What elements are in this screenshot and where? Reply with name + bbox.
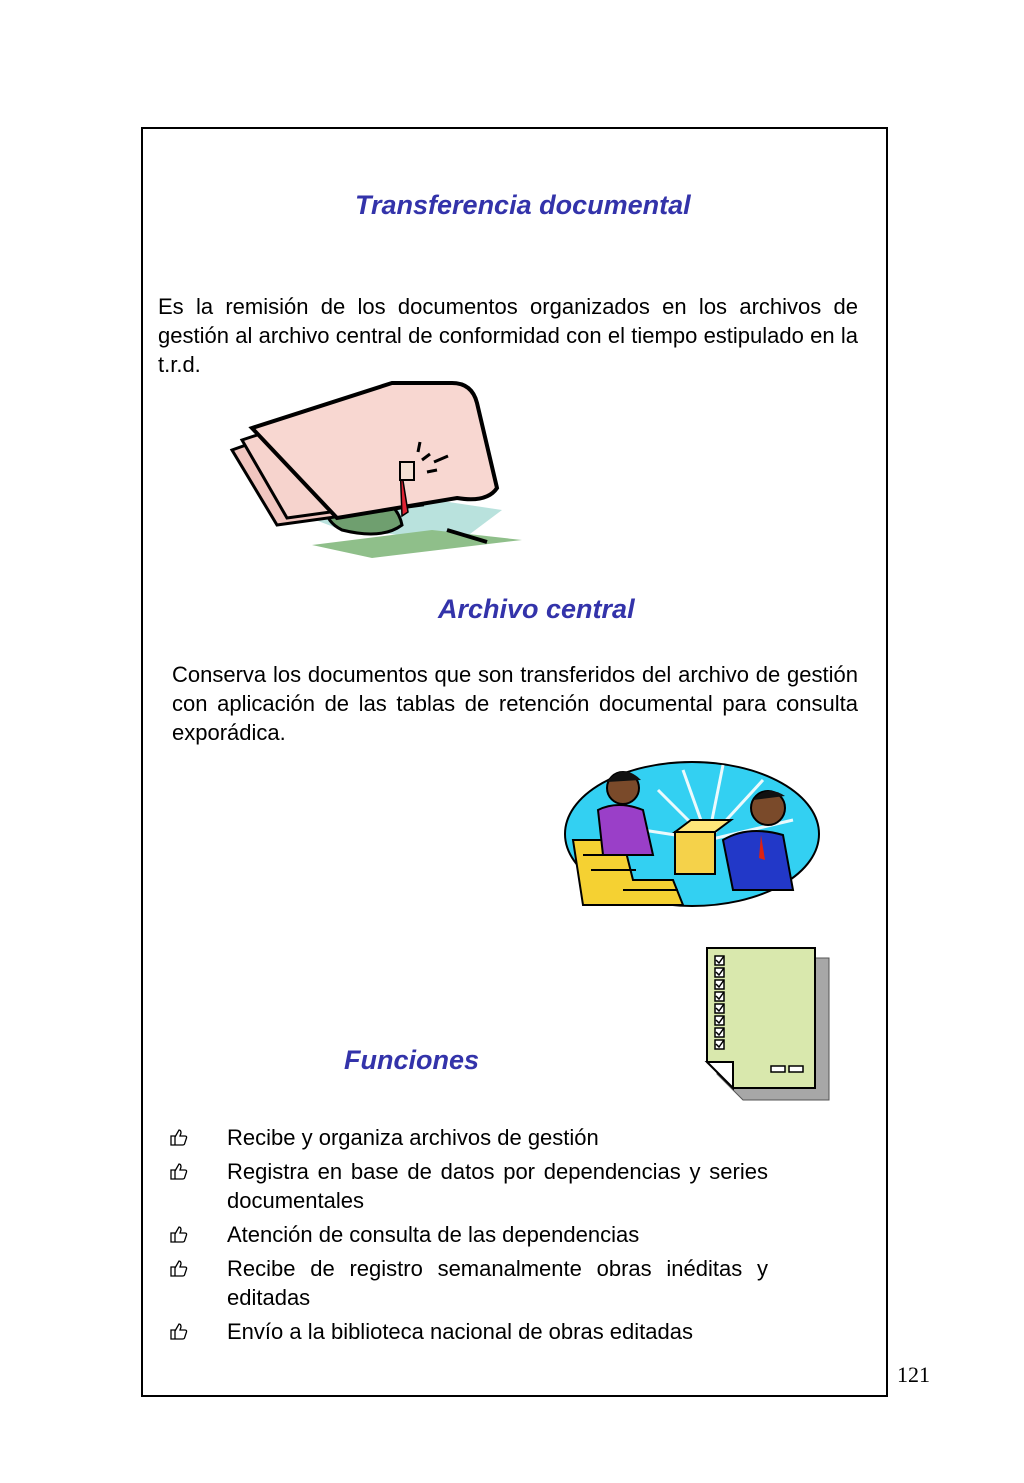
thumbs-up-icon <box>168 1321 188 1341</box>
section-body-transferencia: Es la remisión de los documentos organizados en los archivos de gestión al archivo central de conformidad con el tiempo estipulado en la t.r.d. <box>158 294 858 377</box>
thumbs-up-icon <box>168 1127 188 1147</box>
list-item-text: Registra en base de datos por dependencias y series documentales <box>227 1159 768 1213</box>
section-title-funciones: Funciones <box>344 1045 480 1075</box>
box-exchange-illustration <box>563 760 821 908</box>
thumbs-up-icon <box>168 1161 188 1181</box>
page-number: 121 <box>897 1362 930 1387</box>
functions-list <box>168 1123 768 1351</box>
section-title-transferencia: Transferencia documental <box>355 190 691 220</box>
list-item-text: Envío a la biblioteca nacional de obras editadas <box>227 1319 693 1344</box>
thumbs-up-icon <box>168 1224 188 1244</box>
thumbs-up-icon <box>168 1258 188 1278</box>
section-title-archivo-central: Archivo central <box>438 594 635 624</box>
checklist-illustration <box>703 944 833 1104</box>
list-item <box>168 1123 768 1152</box>
list-item-text: Recibe y organiza archivos de gestión <box>227 1125 599 1150</box>
list-item <box>168 1254 768 1312</box>
list-item-text: Atención de consulta de las dependencias <box>227 1222 640 1247</box>
list-item <box>168 1317 768 1346</box>
list-item <box>168 1157 768 1215</box>
list-item <box>168 1220 768 1249</box>
section-body-archivo-central: Conserva los documentos que son transferidos del archivo de gestión con aplicación de las tablas de retención documental para consulta exporádica. <box>172 662 858 745</box>
list-item-text: Recibe de registro semanalmente obras inéditas y editadas <box>227 1256 768 1310</box>
folders-carrier-illustration <box>222 380 522 562</box>
